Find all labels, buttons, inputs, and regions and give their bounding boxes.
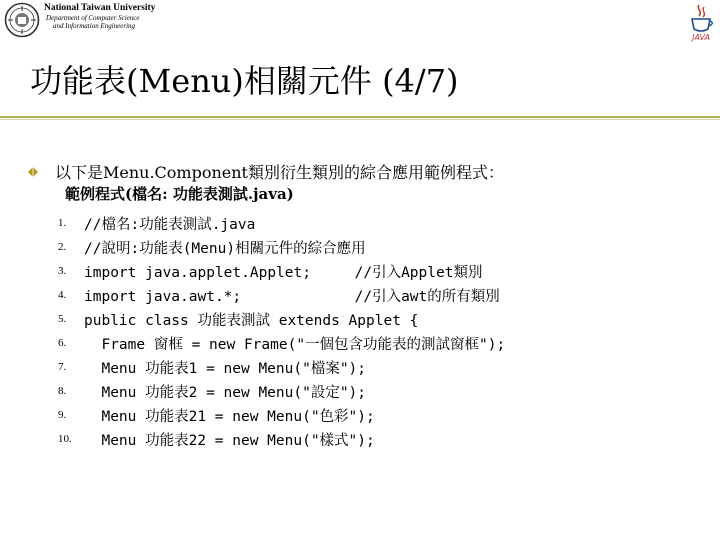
bullet-icon [27, 166, 39, 178]
line-number: 5. [58, 313, 67, 325]
line-number: 2. [58, 241, 67, 253]
code-text: //說明:功能表(Menu)相關元件的綜合應用 [84, 240, 366, 257]
ntu-seal-icon [4, 2, 40, 38]
code-line [58, 259, 505, 283]
code-line [58, 427, 505, 451]
code-line [58, 211, 505, 235]
code-line [58, 379, 505, 403]
code-line [58, 403, 505, 427]
example-caption: 範例程式(檔名: 功能表測試.java) [65, 185, 294, 203]
code-listing [58, 211, 505, 451]
title-divider [0, 116, 720, 118]
line-number: 9. [58, 409, 67, 421]
line-number: 8. [58, 385, 67, 397]
java-cup-icon [686, 2, 716, 42]
title-divider-shadow [0, 119, 720, 120]
code-text: import java.awt.*; //引入awt的所有類別 [84, 288, 500, 305]
java-label: JAVA [692, 33, 710, 42]
code-text: Menu 功能表22 = new Menu("樣式"); [84, 432, 375, 449]
code-text: public class 功能表測試 extends Applet { [84, 312, 419, 329]
code-text: Menu 功能表1 = new Menu("檔案"); [84, 360, 367, 377]
university-block [44, 3, 174, 30]
code-line [58, 307, 505, 331]
line-number: 10. [58, 433, 72, 445]
line-number: 6. [58, 337, 67, 349]
line-number: 3. [58, 265, 67, 277]
code-line [58, 331, 505, 355]
code-text: Frame 窗框 = new Frame("一個包含功能表的測試窗框"); [84, 336, 506, 353]
university-name: National Taiwan University [44, 3, 156, 13]
slide-title: 功能表(Menu)相關元件 (4/7) [30, 62, 459, 100]
line-number: 4. [58, 289, 67, 301]
code-text: //檔名:功能表測試.java [84, 216, 256, 233]
code-line [58, 355, 505, 379]
code-text: Menu 功能表2 = new Menu("設定"); [84, 384, 367, 401]
code-text: import java.applet.Applet; //引入Applet類別 [84, 264, 483, 281]
bullet-text: 以下是Menu.Component類別衍生類別的綜合應用範例程式： [55, 163, 504, 182]
code-text: Menu 功能表21 = new Menu("色彩"); [84, 408, 375, 425]
code-line [58, 283, 505, 307]
code-line [58, 235, 505, 259]
department-line1: Department of Computer Science [46, 13, 140, 22]
line-number: 7. [58, 361, 67, 373]
line-number: 1. [58, 217, 67, 229]
department-line2: and Information Engineering [53, 21, 136, 30]
bullet-item [27, 160, 504, 183]
